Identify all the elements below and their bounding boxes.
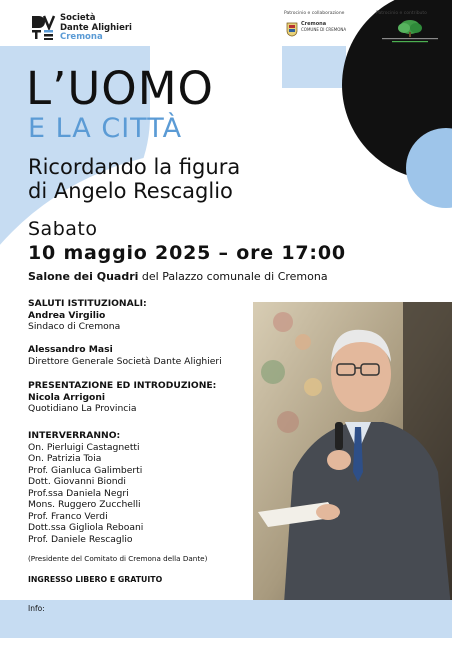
speaker-role: Quotidiano La Provincia [28,403,137,414]
cremona-crest-icon [286,22,298,38]
patrocinio-contributo-label: Patrocinio e contributo [376,11,427,16]
list-item: Dott. Giovanni Biondi [28,476,126,487]
decorative-blue-square [282,46,346,88]
presentazione-section [28,380,216,415]
event-date: 10 maggio 2025 – ore 17:00 [28,242,346,264]
presentazione-heading: PRESENTAZIONE ED INTRODUZIONE: [28,380,217,391]
event-venue [28,270,328,283]
logo-city: Cremona [60,32,103,42]
crest-line-2: COMUNE DI CREMONA [301,27,347,32]
footer-bar [0,600,452,638]
speaker-name: Alessandro Masi [28,344,113,355]
venue-name: Salone dei Quadri [28,270,139,283]
list-item: Prof. Gianluca Galimberti [28,464,143,476]
patrocinio-collaborazione-label: Patrocinio e collaborazione [284,11,345,16]
interverranno-section [28,430,143,545]
speaker-name: Nicola Arrigoni [28,391,106,403]
dante-logo-text [60,14,132,43]
list-item: Prof. Daniele Rescaglio [28,533,133,545]
list-item: Prof. Franco Verdi [28,510,108,522]
interverranno-heading: INTERVERRANNO: [28,430,121,441]
ingresso-text: INGRESSO LIBERO E GRATUITO [28,575,163,584]
speaker-note: (Presidente del Comitato di Cremona della Dante) [28,554,208,563]
sponsor-tree-logo-icon [380,18,440,44]
speaker-role: Sindaco di Cremona [28,321,121,332]
list-item: On. Pierluigi Castagnetti [28,441,140,453]
title-line-2: E LA CITTÀ [28,113,183,144]
crest-text [301,22,346,32]
event-day: Sabato [28,218,98,240]
list-item: Dott.ssa Gigliola Reboani [28,522,144,533]
dante-logo-icon [30,14,56,40]
saluti-section [28,298,147,333]
subtitle-line-2: di Angelo Rescaglio [28,179,233,203]
venue-detail: del Palazzo comunale di Cremona [138,270,328,283]
speaker-name: Andrea Virgilio [28,309,106,321]
crest-line-1: Cremona [301,21,327,27]
list-item: Mons. Ruggero Zucchelli [28,499,141,510]
title-line-1: L’UOMO [26,62,214,115]
speaker2-section [28,344,222,367]
speaker-role: Direttore Generale Società Dante Alighieri [28,355,222,367]
logo-line-1: Società [60,13,96,23]
info-label: Info: [28,604,45,613]
subtitle-line-1: Ricordando la figura [28,155,241,179]
list-item: Prof.ssa Daniela Negri [28,487,129,499]
logo-line-2: Dante Alighieri [60,22,132,33]
speaker-photo [253,302,452,618]
saluti-heading: SALUTI ISTITUZIONALI: [28,298,147,309]
list-item: On. Patrizia Toia [28,453,102,464]
